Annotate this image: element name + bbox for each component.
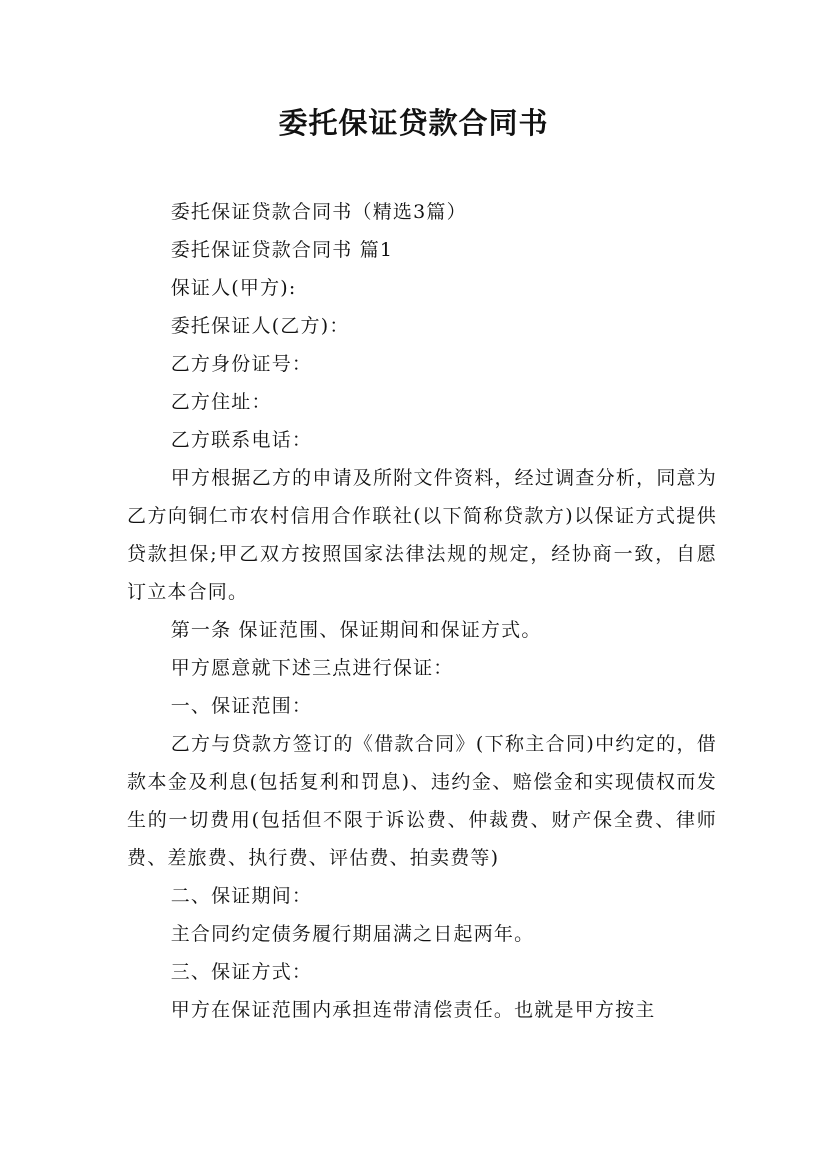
paragraph-part-heading: 委托保证贷款合同书 篇1 [170, 239, 394, 261]
paragraph-section-period: 二、保证期间： [170, 885, 313, 907]
paragraph-id-number: 乙方身份证号： [170, 353, 313, 375]
document-title: 委托保证贷款合同书 [278, 106, 549, 140]
paragraph-phone: 乙方联系电话： [170, 429, 313, 451]
paragraph-preamble: 甲方根据乙方的申请及所附文件资料，经过调查分析，同意为乙方向铜仁市农村信用合作联社(以下简称贷款方)以保证方式提供贷款担保;甲乙双方按照国家法律法规的规定，经协商一致，自愿订立本合同。 [127, 467, 717, 603]
paragraph-guarantor: 保证人(甲方): [170, 277, 297, 299]
paragraph-section-scope: 一、保证范围： [170, 695, 313, 717]
paragraph-entrusting-guarantor: 委托保证人(乙方)： [170, 315, 350, 337]
paragraph-subtitle: 委托保证贷款合同书（精选3篇） [170, 201, 467, 223]
paragraph-address: 乙方住址： [170, 391, 272, 413]
document-body [127, 193, 717, 1029]
paragraph-period-detail: 主合同约定债务履行期届满之日起两年。 [170, 923, 535, 945]
paragraph-section-method: 三、保证方式： [170, 961, 313, 983]
paragraph-scope-detail: 乙方与贷款方签订的《借款合同》(下称主合同)中约定的，借款本金及利息(包括复利和罚息)、违约金、赔偿金和实现债权而发生的一切费用(包括但不限于诉讼费、仲裁费、财产保全费、律师费、差旅费、执行费、评估费、拍卖费等) [127, 733, 717, 869]
paragraph-guarantee-points: 甲方愿意就下述三点进行保证： [170, 657, 454, 679]
paragraph-article-1: 第一条 保证范围、保证期间和保证方式。 [170, 619, 542, 641]
paragraph-method-detail: 甲方在保证范围内承担连带清偿责任。也就是甲方按主 [170, 999, 656, 1021]
